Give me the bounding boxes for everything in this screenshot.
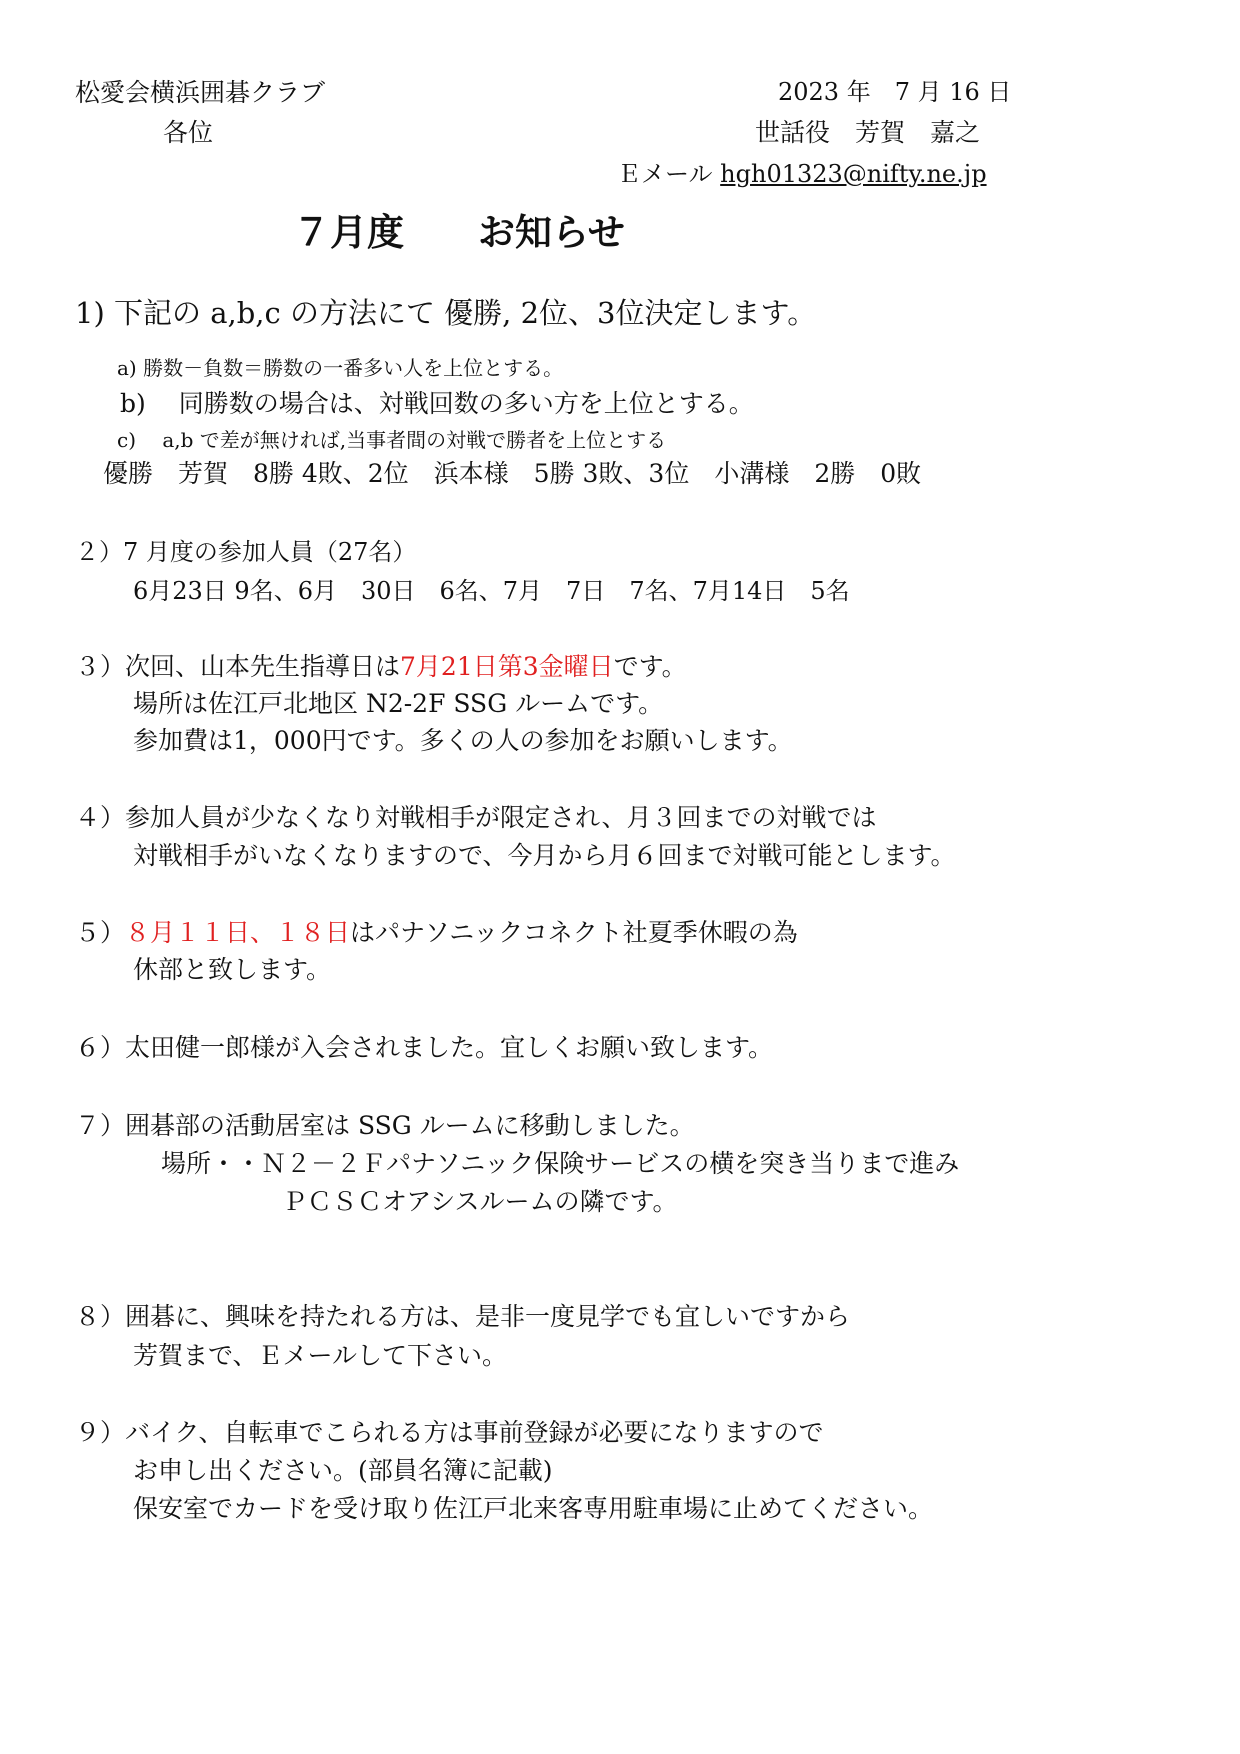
section-7-line-3: ＰＣＳＣオアシスルームの隣です。 [282, 1187, 678, 1216]
rule-b: b) 同勝数の場合は、対戦回数の多い方を上位とする。 [120, 389, 754, 418]
section-2-detail: 6月23日 9名、6月 30日 6名、7月 7日 7名、7月14日 5名 [133, 577, 850, 605]
organizer: 世話役 芳賀 嘉之 [755, 118, 981, 147]
email-label: Ｅメール [617, 160, 713, 188]
section-1-heading: 1) 下記の a,b,c の方法にて 優勝, 2位、3位決定します。 [75, 296, 817, 330]
section-7-line-2: 場所・・Ｎ２－２Ｆパナソニック保険サービスの横を突き当りまで進み [161, 1149, 960, 1178]
recipients: 各位 [163, 118, 214, 147]
rule-a: a) 勝数－負数＝勝数の一番多い人を上位とする。 [117, 356, 564, 380]
next-session-date: 7月21日第3金曜日 [400, 652, 614, 681]
section-5-line-1 [75, 918, 798, 948]
section-3-line-2: 場所は佐江戸北地区 N2-2F SSG ルームです。 [133, 689, 664, 718]
page-title: ７月度 お知らせ [293, 210, 625, 254]
document-date: 2023 年 7 月 16 日 [778, 78, 1012, 106]
section-2-heading: ２）7 月度の参加人員（27名） [75, 538, 417, 566]
section-5-line-2: 休部と致します。 [133, 955, 332, 984]
rule-c: c) a,b で差が無ければ,当事者間の対戦で勝者を上位とする [117, 428, 667, 452]
email-link[interactable]: hgh01323@nifty.ne.jp [720, 160, 987, 188]
section-9-line-2: お申し出ください。(部員名簿に記載) [133, 1456, 553, 1485]
email-line [617, 160, 987, 189]
section-3-line-3: 参加費は1，000円です。多くの人の参加をお願いします。 [133, 726, 793, 755]
section-7-line-1: ７）囲碁部の活動居室は SSG ルームに移動しました。 [75, 1111, 695, 1140]
club-name: 松愛会横浜囲碁クラブ [75, 78, 326, 107]
section-8-line-2: 芳賀まで、Ｅメールして下さい。 [133, 1341, 508, 1370]
section-9-line-1: ９）バイク、自転車でこられる方は事前登録が必要になりますので [75, 1418, 824, 1447]
section-4-line-1: ４）参加人員が少なくなり対戦相手が限定され、月３回までの対戦では [75, 803, 877, 832]
section-3-text-end: です。 [613, 652, 687, 681]
section-6-line-1: ６）太田健一郎様が入会されました。宜しくお願い致します。 [75, 1033, 774, 1062]
section-8-line-1: ８）囲碁に、興味を持たれる方は、是非一度見学でも宜しいですから [75, 1302, 851, 1331]
section-9-line-3: 保安室でカードを受け取り佐江戸北来客専用駐車場に止めてください。 [133, 1494, 934, 1523]
section-4-line-2: 対戦相手がいなくなりますので、今月から月６回まで対戦可能とします。 [133, 841, 956, 870]
section-3-line-1 [75, 652, 687, 682]
section-5-text: はパナソニックコネクト社夏季休暇の為 [350, 918, 798, 947]
section-5-prefix: ５） [75, 918, 126, 947]
results-line: 優勝 芳賀 8勝 4敗、2位 浜本様 5勝 3敗、3位 小溝様 2勝 0敗 [103, 459, 922, 488]
section-3-text: ３）次回、山本先生指導日は [75, 652, 401, 681]
holiday-dates: ８月１１日、１８日 [125, 918, 351, 947]
